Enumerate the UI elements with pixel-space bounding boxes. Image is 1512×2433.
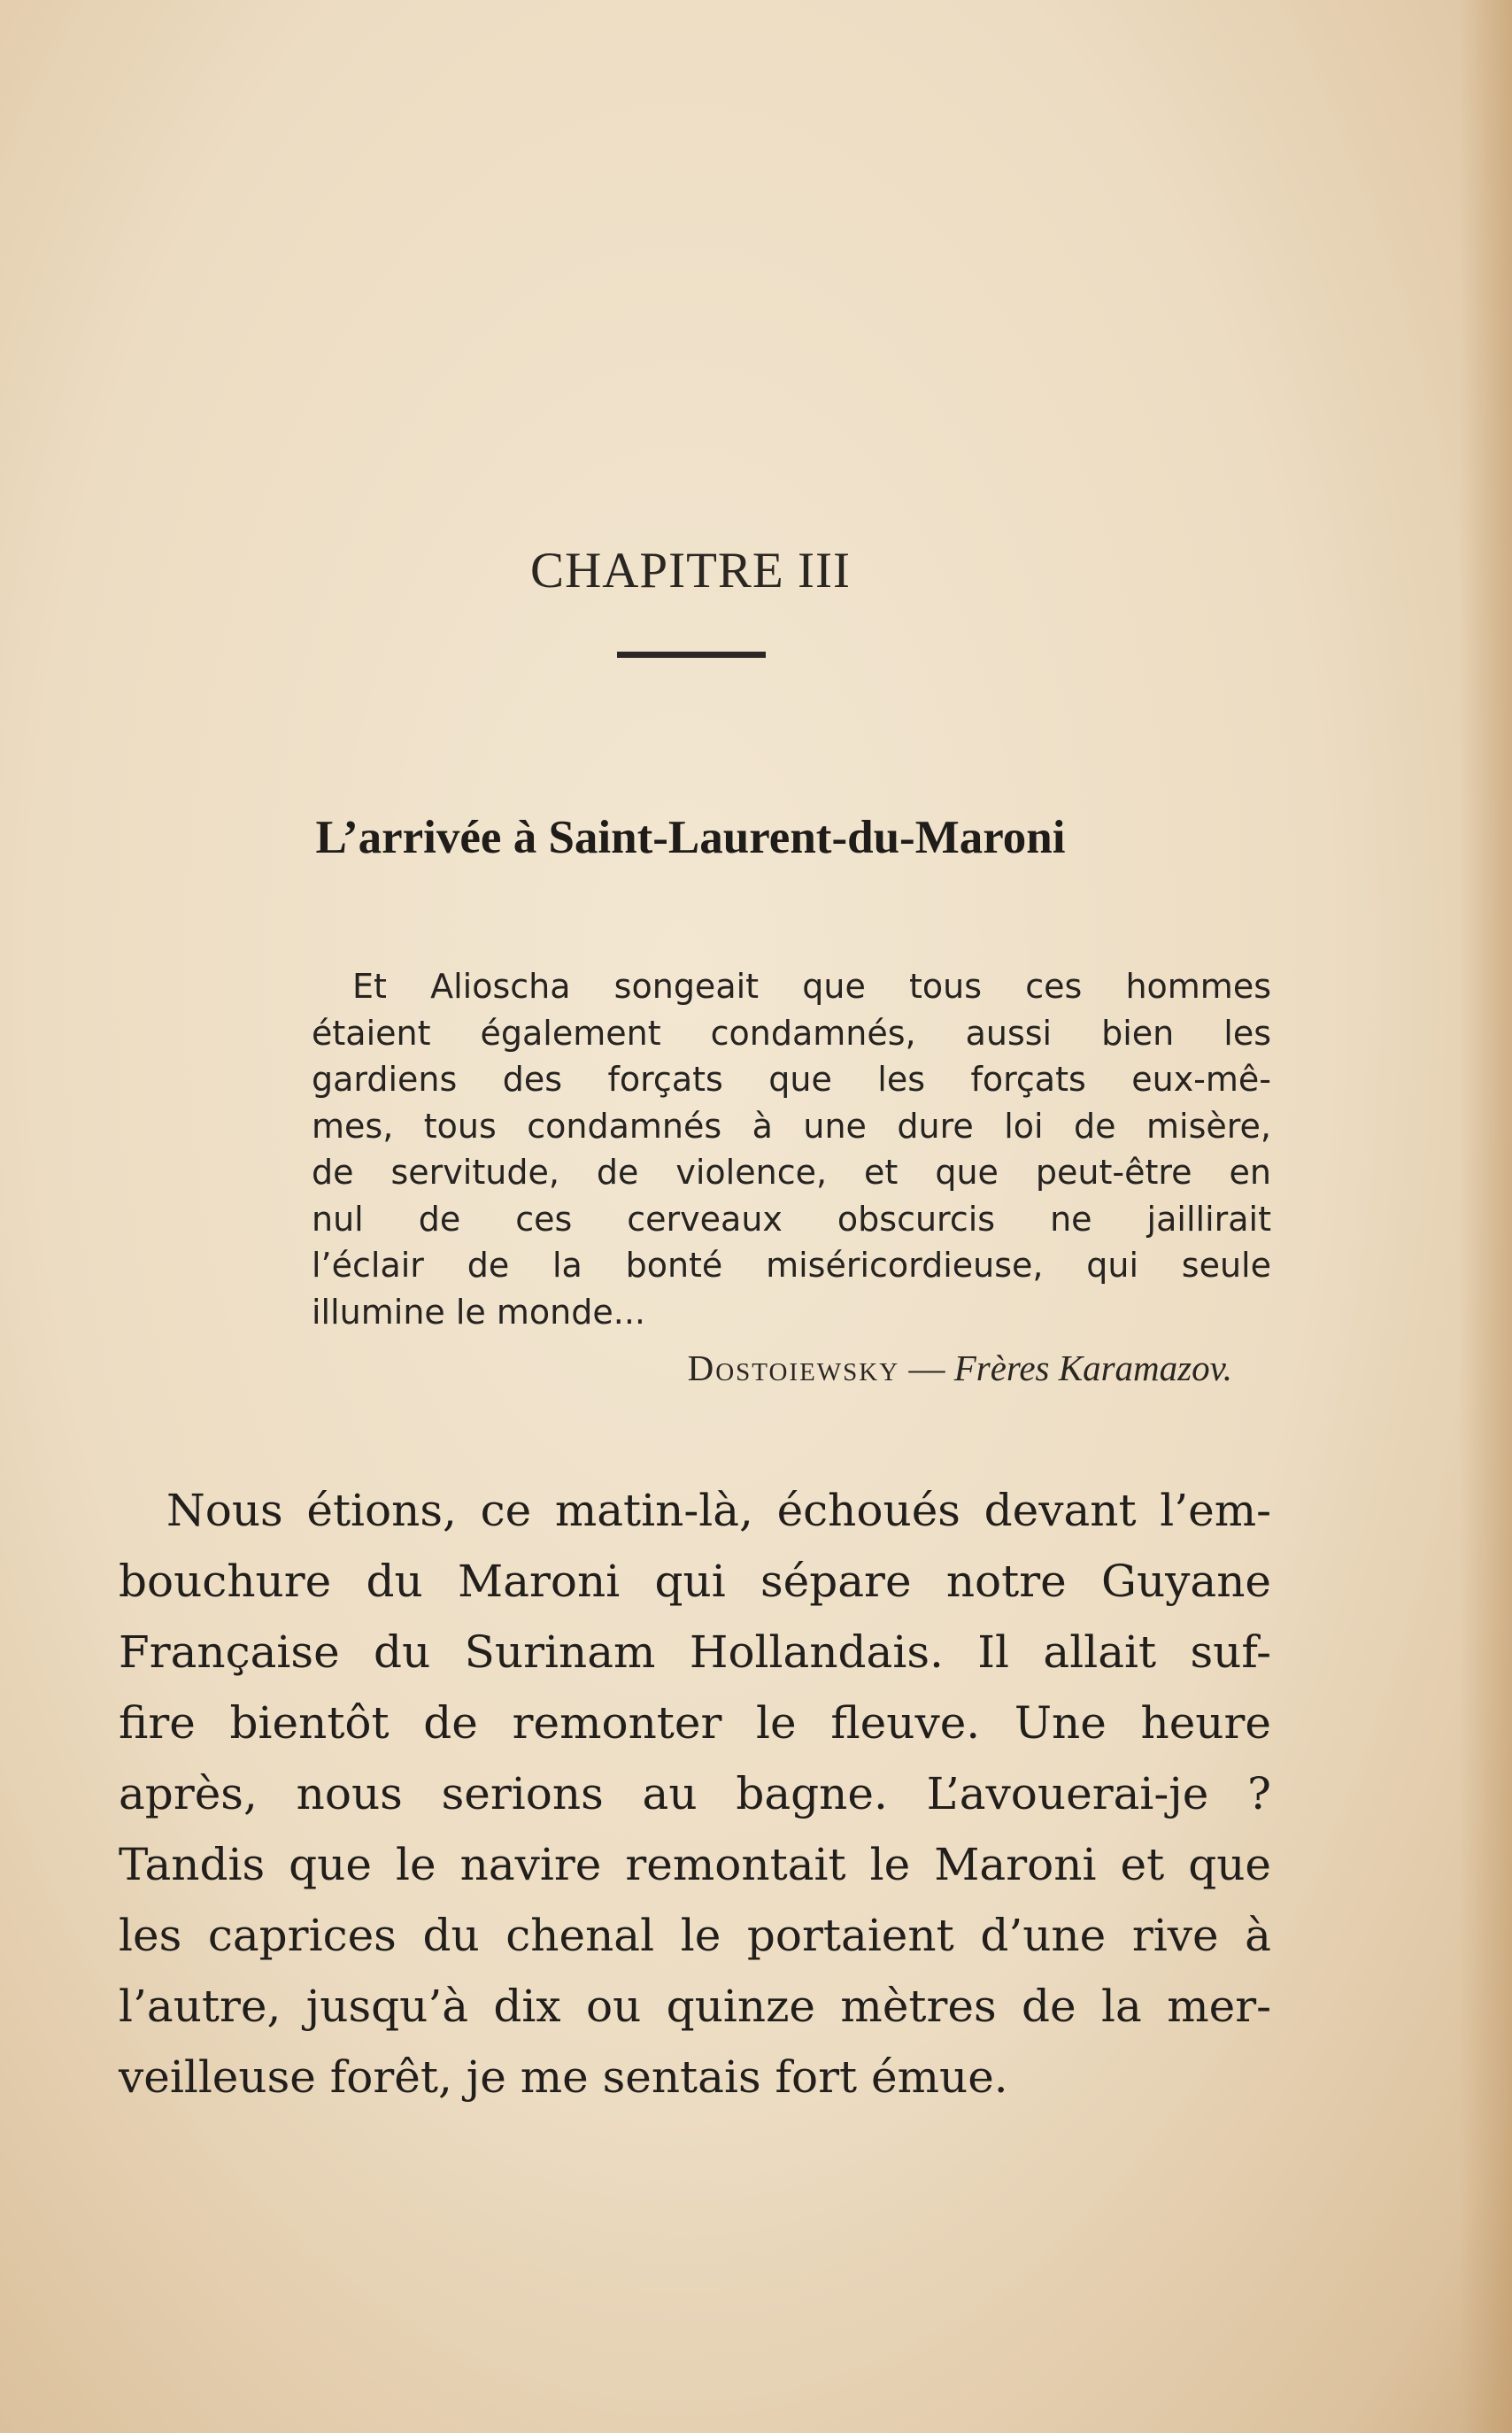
epigraph-line: mes, tous condamnés à une dure loi de misère, <box>312 1106 1271 1146</box>
page-edge-shadow <box>1459 0 1512 2433</box>
epigraph-line: de servitude, de violence, et que peut-être en <box>312 1153 1271 1192</box>
chapter-heading: CHAPITRE III <box>530 543 851 599</box>
epigraph-line: gardiens des forçats que les forçats eux-mê- <box>312 1060 1271 1099</box>
attribution-separator: — <box>908 1348 945 1388</box>
body-line: Tandis que le navire remontait le Maroni et que <box>119 1839 1271 1890</box>
body-line: les caprices du chenal le portaient d’une rive à <box>119 1910 1271 1961</box>
epigraph-line: illumine le monde... <box>312 1292 645 1332</box>
epigraph-line: l’éclair de la bonté miséricordieuse, qui seule <box>312 1246 1271 1285</box>
body-paragraph <box>119 1475 1271 2112</box>
body-line: Française du Surinam Hollandais. Il allait suf- <box>119 1626 1271 1678</box>
epigraph-attribution <box>0 1347 1232 1389</box>
body-line: bouchure du Maroni qui sépare notre Guyane <box>119 1556 1271 1607</box>
body-line: l’autre, jusqu’à dix ou quinze mètres de la mer- <box>119 1981 1271 2032</box>
body-line: après, nous serions au bagne. L’avouerai-je ? <box>119 1768 1271 1819</box>
epigraph-author: Dostoiewsky <box>687 1348 900 1388</box>
chapter-title: L’arrivée à Saint-Laurent-du-Maroni <box>315 812 1066 863</box>
epigraph-line: étaient également condamnés, aussi bien les <box>312 1013 1271 1053</box>
epigraph-work: Frères Karamazov. <box>953 1348 1232 1388</box>
epigraph-line: Et Alioscha songeait que tous ces hommes <box>352 967 1271 1006</box>
body-line: veilleuse forêt, je me sentais fort émue. <box>119 2051 1008 2103</box>
body-line: Nous étions, ce matin-là, échoués devant l’em- <box>166 1485 1271 1536</box>
body-line: fire bientôt de remonter le fleuve. Une heure <box>119 1697 1271 1749</box>
epigraph <box>312 963 1271 1335</box>
chapter-rule <box>617 652 766 658</box>
epigraph-line: nul de ces cerveaux obscurcis ne jaillirait <box>312 1199 1271 1239</box>
